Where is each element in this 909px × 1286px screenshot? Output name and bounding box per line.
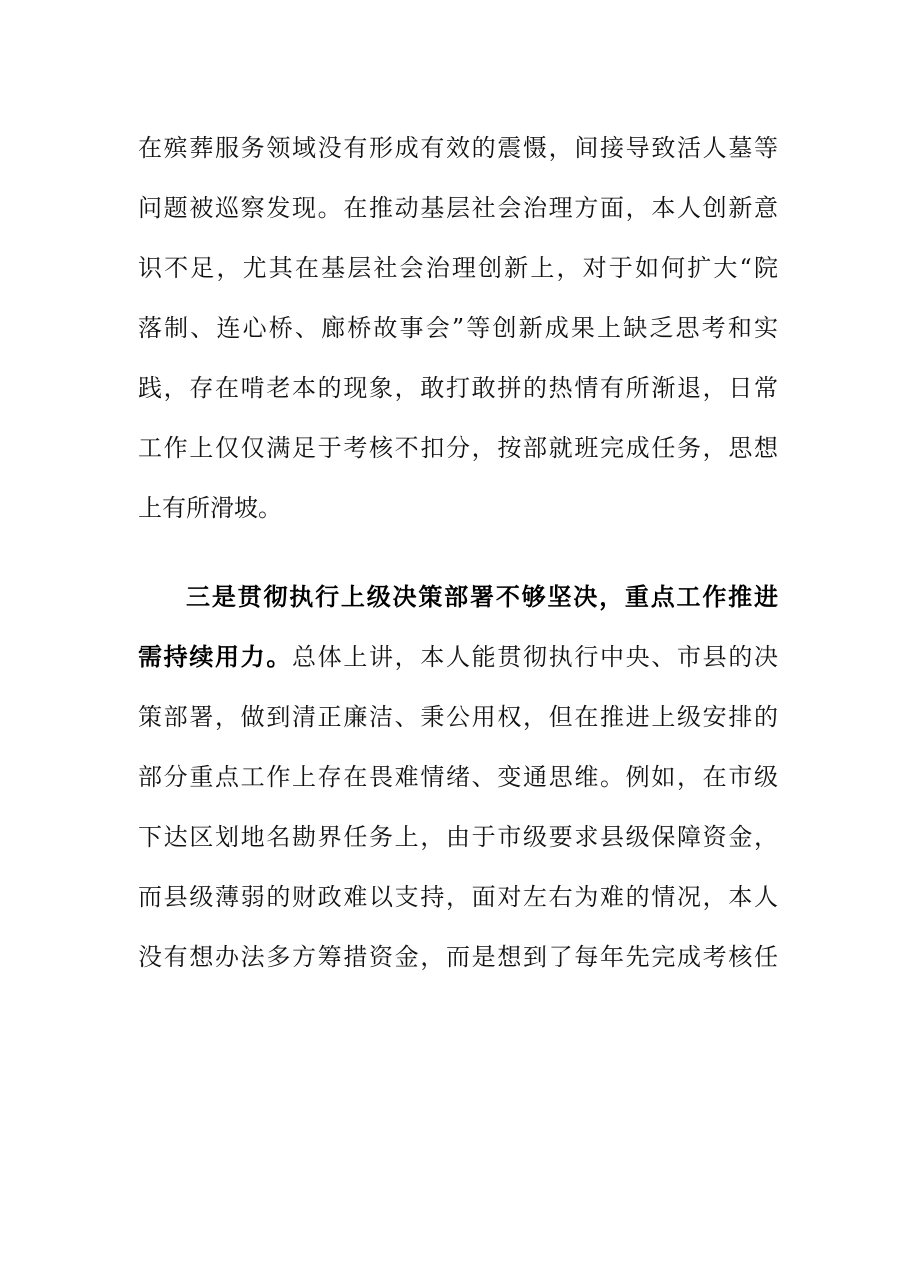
text-line: 上有所滑坡。 [138,494,282,522]
text-line: 策部署，做到清正廉洁、秉公用权，但在推进上级安排的 [138,703,778,731]
text-line-rest: 总体上讲，本人能贯彻执行中央、市县的决 [292,643,778,671]
paragraph-1 [138,118,778,538]
text-line: 问题被巡察发现。在推动基层社会治理方面，本人创新意 [138,194,778,222]
text-line: 部分重点工作上存在畏难情绪、变通思维。例如，在市级 [138,763,778,791]
text-line: 识不足，尤其在基层社会治理创新上，对于如何扩大“院 [138,254,778,282]
text-line: 没有想办法多方筹措资金，而是想到了每年先完成考核任 [138,943,778,971]
text-line: 下达区划地名勘界任务上，由于市级要求县级保障资金， [138,823,778,851]
text-line: 而县级薄弱的财政难以支持，面对左右为难的情况，本人 [138,883,778,911]
text-line: 工作上仅仅满足于考核不扣分，按部就班完成任务，思想 [138,434,778,462]
paragraph-heading-end: 需持续用力。 [138,642,292,671]
document-body [138,118,778,987]
text-line: 落制、连心桥、廊桥故事会”等创新成果上缺乏思考和实 [138,314,778,342]
text-line [138,627,778,687]
paragraph-spacer [138,538,778,567]
text-line: 在殡葬服务领域没有形成有效的震慑，间接导致活人墓等 [138,134,778,162]
text-line: 践，存在啃老本的现象，敢打敢拼的热情有所渐退，日常 [138,374,778,402]
paragraph-heading-line: 三是贯彻执行上级决策部署不够坚决，重点工作推进 [186,582,778,611]
paragraph-2 [138,567,778,987]
